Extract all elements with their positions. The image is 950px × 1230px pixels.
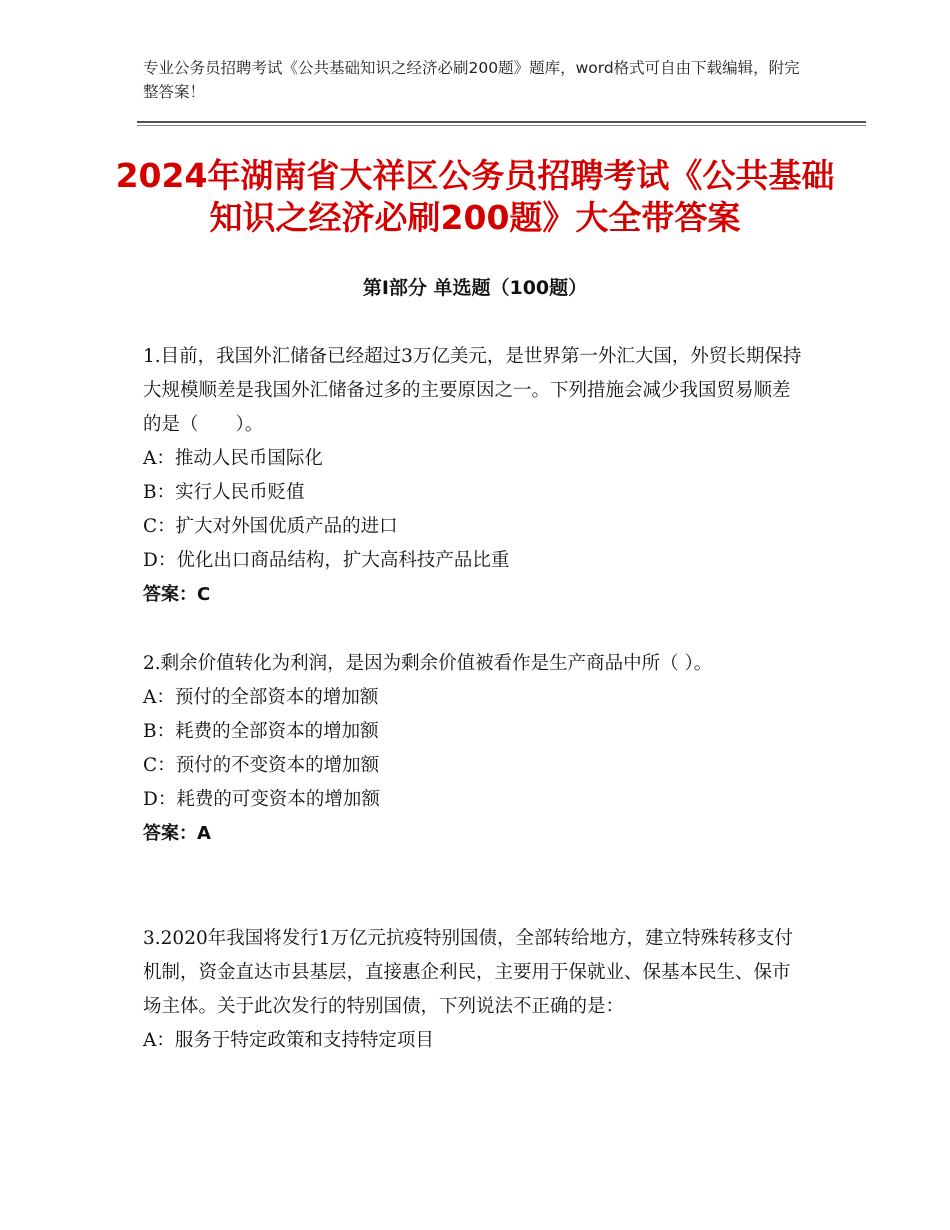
question-stem: 1.目前，我国外汇储备已经超过3万亿美元，是世界第一外汇大国，外贸长期保持大规模顺差是我国外汇储备过多的主要原因之一。下列措施会减少我国贸易顺差的是（ ）。: [143, 346, 802, 435]
answer: 答案：C: [143, 584, 211, 605]
question-2: [143, 647, 808, 851]
option-a: A：推动人民币国际化: [143, 448, 323, 469]
header-divider-thin: [137, 125, 866, 126]
header-note: 专业公务员招聘考试《公共基础知识之经济必刷200题》题库，word格式可自由下载编辑，附完整答案！: [143, 59, 800, 101]
option-a: A：服务于特定政策和支持特定项目: [143, 1030, 434, 1051]
option-a: A：预付的全部资本的增加额: [143, 687, 379, 708]
question-stem: 3.2020年我国将发行1万亿元抗疫特别国债，全部转给地方，建立特殊转移支付机制，资金直达市县基层，直接惠企利民，主要用于保就业、保基本民生、保市场主体。关于此次发行的特别国债，下列说法不正确的是：: [143, 928, 794, 1017]
page-title: 2024年湖南省大祥区公务员招聘考试《公共基础知识之经济必刷200题》大全带答案: [115, 156, 835, 237]
question-1: [143, 340, 808, 612]
question-stem: 2.剩余价值转化为利润，是因为剩余价值被看作是生产商品中所（ ）。: [143, 653, 713, 674]
option-d: D：耗费的可变资本的增加额: [143, 789, 380, 810]
question-3: [143, 922, 808, 1058]
header-divider: [137, 121, 866, 123]
option-d: D：优化出口商品结构，扩大高科技产品比重: [143, 550, 510, 571]
option-c: C：预付的不变资本的增加额: [143, 755, 380, 776]
option-c: C：扩大对外国优质产品的进口: [143, 516, 398, 537]
option-b: B：实行人民币贬值: [143, 482, 305, 503]
answer: 答案：A: [143, 823, 211, 844]
option-b: B：耗费的全部资本的增加额: [143, 721, 379, 742]
section-heading: 第Ⅰ部分 单选题（100题）: [362, 277, 588, 299]
